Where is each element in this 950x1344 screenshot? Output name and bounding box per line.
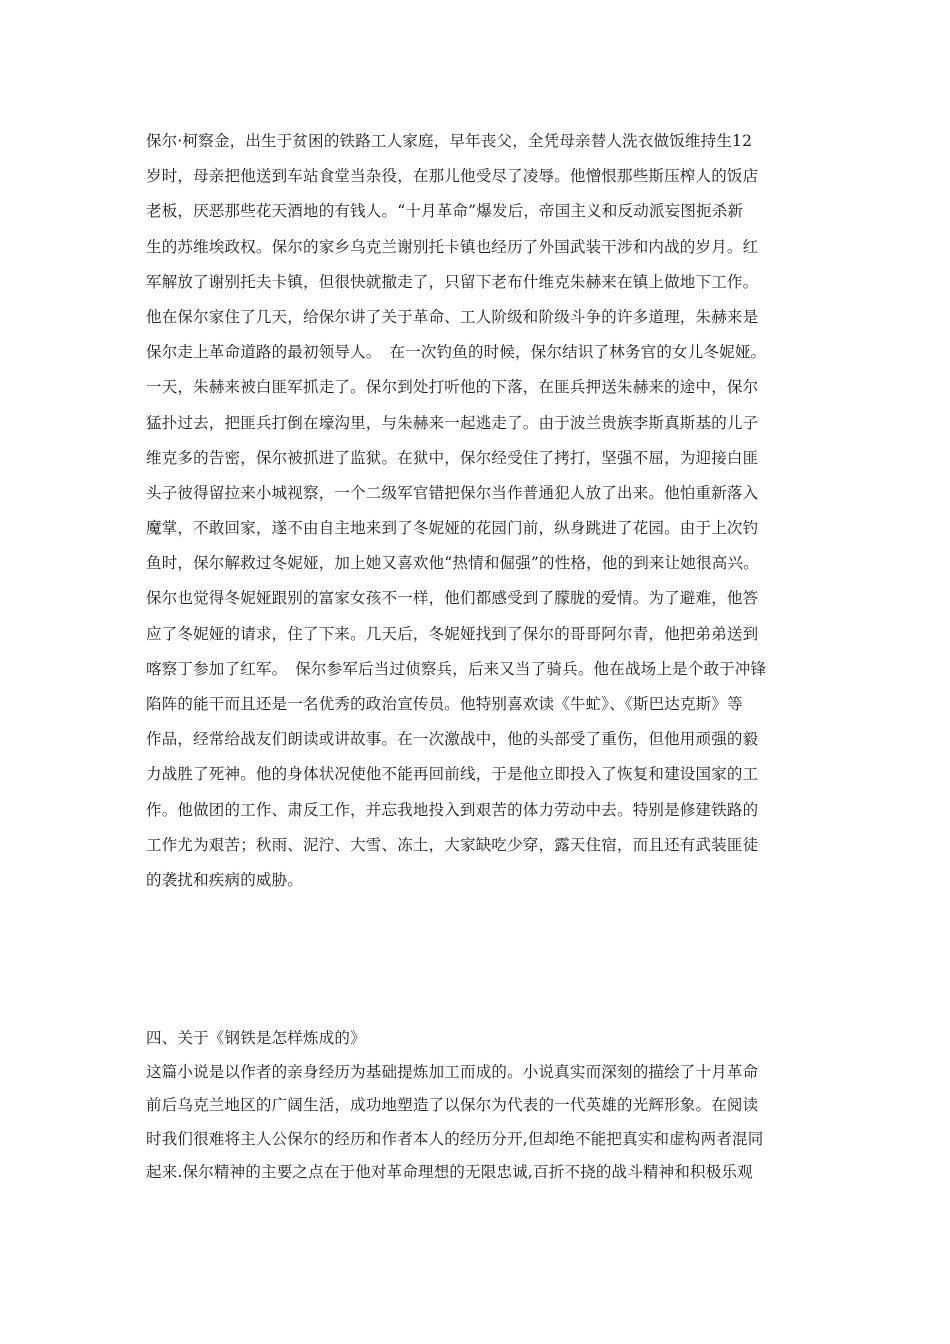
text-line: 力战胜了死神。他的身体状况使他不能再回前线，于是他立即投入了恢复和建设国家的工 [146,765,759,784]
text-line: 生的苏维埃政权。保尔的家乡乌克兰谢别托卡镇也经历了外国武装干涉和内战的岁月。红 [146,237,759,256]
text-line: 头子彼得留拉来小城视察，一个二级军官错把保尔当作普通犯人放了出来。他怕重新落入 [146,483,759,502]
text-line: 老板，厌恶那些花天酒地的有钱人。“十月革命”爆发后，帝国主义和反动派妄图扼杀新 [146,202,744,221]
text-line: 保尔·柯察金，出生于贫困的铁路工人家庭，早年丧父，全凭母亲替人洗衣做饭维持生12 [146,132,753,150]
text-line: 起来.保尔精神的主要之点在于他对革命理想的无限忠诚,百折不挠的战斗精神和积极乐观 [146,1162,753,1181]
text-line: 陷阵的能干而且还是一名优秀的政治宣传员。他特别喜欢读《牛虻》、《斯巴达克斯》等 [146,695,743,713]
text-line: 前后乌克兰地区的广阔生活，成功地塑造了以保尔为代表的一代英雄的光辉形象。在阅读 [146,1096,759,1115]
text-line: 这篇小说是以作者的亲身经历为基础提炼加工而成的。小说真实而深刻的描绘了十月革命 [146,1063,759,1081]
text-line: 维克多的告密，保尔被抓进了监狱。在狱中，保尔经受住了拷打，坚强不屈，为迎接白匪 [146,448,759,467]
text-line: 他在保尔家住了几天，给保尔讲了关于革命、工人阶级和阶级斗争的许多道理，朱赫来是 [146,307,759,326]
paragraph-novel-intro [146,1056,810,1189]
section-heading: 四、关于《钢铁是怎样炼成的》 [146,1029,366,1047]
text-line: 的袭扰和疾病的威胁。 [146,870,304,889]
text-line: 一天，朱赫来被白匪军抓走了。保尔到处打听他的下落，在匪兵押送朱赫来的途中，保尔 [146,378,759,397]
text-line: 军解放了谢别托夫卡镇，但很快就撤走了，只留下老布什维克朱赫来在镇上做地下工作。 [146,272,759,291]
text-line: 鱼时，保尔解救过冬妮娅，加上她又喜欢他“热情和倔强”的性格，他的到来让她很高兴。 [146,554,759,573]
text-line: 保尔也觉得冬妮娅跟别的富家女孩不一样，他们都感受到了朦胧的爱情。为了避难，他答 [146,589,759,608]
text-line: 时我们很难将主人公保尔的经历和作者本人的经历分开,但却绝不能把真实和虚构两者混同 [146,1129,764,1148]
paragraph-biography [146,124,810,898]
text-line: 岁时，母亲把他送到车站食堂当杂役，在那儿他受尽了凌辱。他憎恨那些斯压榨人的饭店 [146,167,759,186]
text-line: 应了冬妮娅的请求，住了下来。几天后，冬妮娅找到了保尔的哥哥阿尔青，他把弟弟送到 [146,624,759,643]
text-line: 喀察丁参加了红军。 保尔参军后当过侦察兵，后来又当了骑兵。他在战场上是个敢于冲锋 [146,659,767,678]
text-line: 作品，经常给战友们朗读或讲故事。在一次激战中，他的头部受了重伤，但他用顽强的毅 [146,730,759,749]
text-line: 魔掌，不敢回家，遂不由自主地来到了冬妮娅的花园门前，纵身跳进了花园。由于上次钓 [146,519,759,538]
text-line: 作。他做团的工作、肃反工作，并忘我地投入到艰苦的体力劳动中去。特别是修建铁路的 [146,800,759,819]
text-line: 保尔走上革命道路的最初领导人。 在一次钓鱼的时候，保尔结识了林务官的女儿冬妮娅。 [146,343,767,362]
text-line: 猛扑过去，把匪兵打倒在壕沟里，与朱赫来一起逃走了。由于波兰贵族李斯真斯基的儿子 [146,413,759,432]
text-line: 工作尤为艰苦；秋雨、泥泞、大雪、冻土，大家缺吃少穿，露天住宿，而且还有武装匪徒 [146,835,759,854]
